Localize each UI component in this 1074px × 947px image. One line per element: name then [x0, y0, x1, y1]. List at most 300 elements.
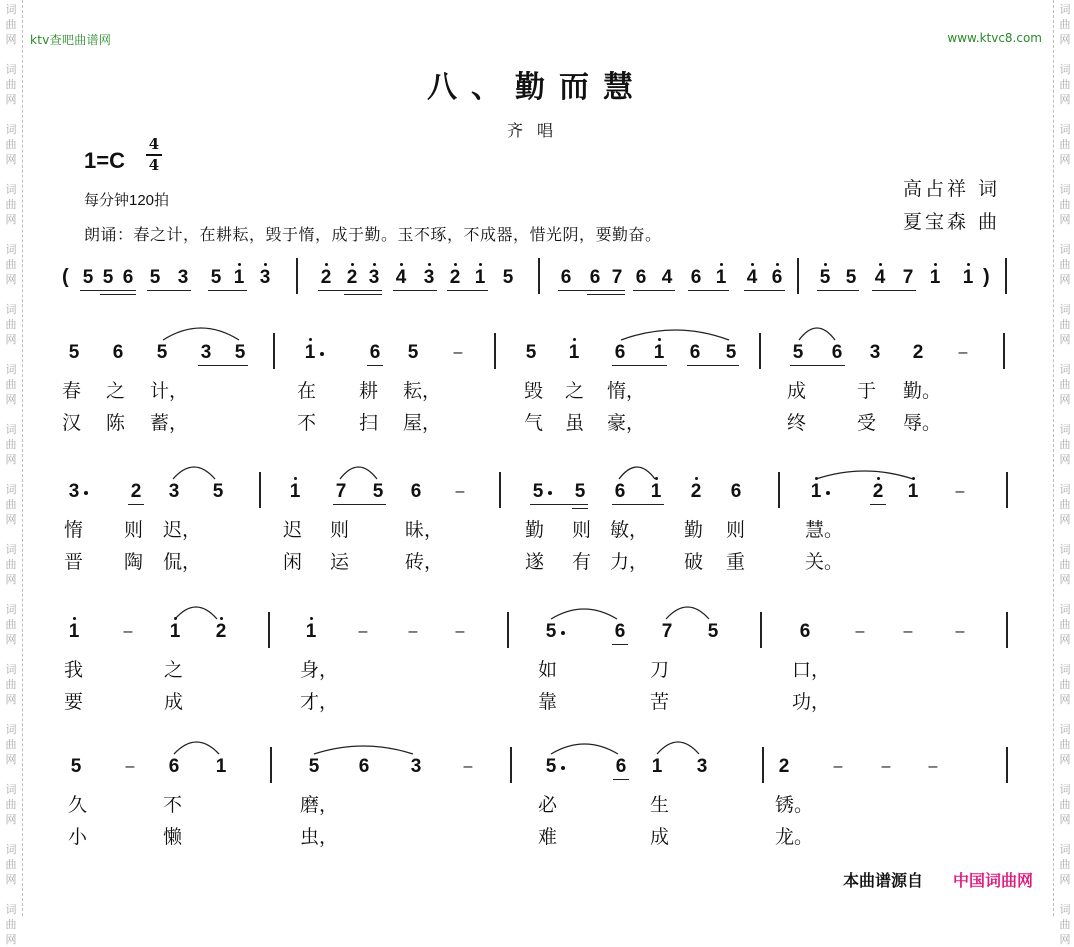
note: 5: [845, 267, 857, 288]
watermark-char: 词: [1059, 663, 1071, 676]
watermark-char: 网: [1059, 873, 1071, 886]
augmentation-dot: [320, 352, 324, 356]
high-octave-dot: [400, 263, 403, 266]
watermark-char: 网: [1059, 213, 1071, 226]
note: 5: [82, 267, 94, 288]
lyric-syllable: 必: [538, 794, 558, 816]
note: 5: [68, 342, 80, 363]
bar-line: [270, 747, 272, 783]
lyric-syllable: 慧。: [805, 519, 844, 541]
watermark-char: 词: [5, 903, 17, 916]
watermark-char: 网: [5, 393, 17, 406]
bar-line: [259, 472, 261, 508]
watermark-char: 词: [5, 723, 17, 736]
open-parenthesis: (: [62, 266, 69, 288]
watermark-char: 词: [5, 123, 17, 136]
note: 6: [614, 481, 626, 502]
note: 6: [771, 267, 783, 288]
bar-line: [538, 258, 540, 294]
watermark-char: 曲: [1059, 138, 1071, 151]
bar-line: [296, 258, 298, 294]
note: 6: [589, 267, 601, 288]
note: 3: [177, 267, 189, 288]
note: 1: [304, 342, 316, 363]
lyric-syllable: 豪，: [607, 412, 646, 434]
watermark-char: 词: [1059, 723, 1071, 736]
key-signature: 1=C: [84, 148, 125, 173]
bar-line: [268, 612, 270, 648]
lyric-syllable: 成: [650, 826, 670, 848]
watermark-char: 曲: [1059, 798, 1071, 811]
watermark-char: 网: [5, 213, 17, 226]
watermark-char: 词: [1059, 183, 1071, 196]
composer-credit: 夏宝森 曲: [903, 211, 1001, 233]
watermark-char: 词: [5, 603, 17, 616]
high-octave-dot: [720, 263, 723, 266]
note: 6: [614, 342, 626, 363]
slur-arc: [173, 739, 220, 755]
watermark-char: 网: [1059, 393, 1071, 406]
high-octave-dot: [454, 263, 457, 266]
note: 5: [210, 267, 222, 288]
slur-arc: [665, 604, 710, 620]
watermark-char: 词: [5, 483, 17, 496]
note: 2: [872, 481, 884, 502]
note: 7: [661, 621, 673, 642]
watermark-char: 网: [1059, 933, 1071, 946]
duration-underline: [333, 504, 386, 505]
note: 7: [611, 267, 623, 288]
high-octave-dot: [238, 263, 241, 266]
high-octave-dot: [879, 263, 882, 266]
lyric-syllable: 遂: [525, 551, 545, 573]
watermark-char: 网: [5, 933, 17, 946]
lyric-syllable: 小: [68, 826, 88, 848]
note: 5: [819, 267, 831, 288]
watermark-char: 曲: [1059, 918, 1071, 931]
note: 2: [215, 621, 227, 642]
close-parenthesis: ): [983, 266, 990, 288]
duration-underline: [318, 290, 382, 291]
lyric-syllable: 如: [538, 659, 558, 681]
watermark-char: 网: [1059, 813, 1071, 826]
watermark-char: 曲: [1059, 498, 1071, 511]
lyric-syllable: 惰: [64, 519, 84, 541]
watermark-char: 词: [5, 843, 17, 856]
note: 2: [346, 267, 358, 288]
watermark-char: 词: [1059, 363, 1071, 376]
note: 5: [502, 267, 514, 288]
duration-underline: [572, 508, 588, 509]
watermark-char: 曲: [5, 678, 17, 691]
note: 1: [653, 342, 665, 363]
time-signature-top: 4: [148, 135, 160, 153]
lyric-syllable: 砖，: [405, 551, 444, 573]
watermark-char: 曲: [1059, 858, 1071, 871]
duration-underline: [688, 290, 729, 291]
duration-underline: [633, 290, 675, 291]
duration-underline: [872, 290, 916, 291]
high-octave-dot: [309, 338, 312, 341]
lyric-syllable: 力，: [610, 551, 649, 573]
watermark-char: 网: [1059, 93, 1071, 106]
note: 1: [650, 481, 662, 502]
lyric-syllable: 生: [650, 794, 670, 816]
augmentation-dot: [84, 491, 88, 495]
note: 5: [407, 342, 419, 363]
note: 5: [545, 621, 557, 642]
slur-arc: [172, 464, 216, 480]
sustain-dash: –: [455, 623, 465, 640]
sustain-dash: –: [833, 758, 843, 775]
watermark-char: 词: [5, 243, 17, 256]
slur-arc: [162, 325, 240, 341]
bar-line: [499, 472, 501, 508]
bar-line: [760, 612, 762, 648]
note: 1: [169, 621, 181, 642]
sustain-dash: –: [125, 758, 135, 775]
site-label-left: ktv查吧曲谱网: [30, 33, 112, 47]
slur-arc: [550, 741, 619, 755]
lyric-syllable: 于: [857, 380, 877, 402]
lyric-syllable: 之: [106, 380, 126, 402]
sustain-dash: –: [928, 758, 938, 775]
watermark-char: 网: [5, 753, 17, 766]
lyric-syllable: 迟: [283, 519, 303, 541]
lyric-syllable: 耕: [359, 380, 379, 402]
note: 6: [358, 756, 370, 777]
watermark-char: 网: [1059, 633, 1071, 646]
note: 6: [410, 481, 422, 502]
note: 6: [689, 342, 701, 363]
watermark-char: 词: [1059, 783, 1071, 796]
watermark-char: 词: [5, 63, 17, 76]
lyric-syllable: 懒: [163, 826, 183, 848]
lyric-syllable: 屋，: [403, 412, 442, 434]
lyric-syllable: 不: [163, 794, 183, 816]
lyric-syllable: 则: [124, 519, 144, 541]
duration-underline: [612, 644, 628, 645]
watermark-char: 曲: [5, 558, 17, 571]
high-octave-dot: [373, 263, 376, 266]
duration-underline: [790, 365, 845, 366]
slur-arc: [174, 604, 218, 620]
bar-line: [762, 747, 764, 783]
watermark-char: 网: [5, 873, 17, 886]
note: 5: [574, 481, 586, 502]
watermark-char: 曲: [5, 78, 17, 91]
high-octave-dot: [264, 263, 267, 266]
lyric-syllable: 才，: [300, 691, 339, 713]
sustain-dash: –: [881, 758, 891, 775]
slur-arc: [618, 464, 656, 480]
watermark-char: 词: [1059, 63, 1071, 76]
duration-underline: [687, 365, 739, 366]
lyric-syllable: 靠: [538, 691, 558, 713]
lyric-syllable: 龙。: [775, 826, 814, 848]
duration-underline: [530, 504, 588, 505]
sustain-dash: –: [358, 623, 368, 640]
source-brand-link[interactable]: 中国词曲网: [953, 871, 1034, 890]
note: 1: [305, 621, 317, 642]
watermark-char: 网: [5, 633, 17, 646]
watermark-char: 曲: [5, 438, 17, 451]
bar-line: [1003, 333, 1005, 369]
lyric-syllable: 成: [164, 691, 184, 713]
watermark-char: 词: [5, 183, 17, 196]
duration-underline: [208, 290, 247, 291]
slur-arc: [620, 327, 730, 341]
watermark-char: 曲: [1059, 378, 1071, 391]
watermark-char: 网: [5, 33, 17, 46]
duration-underline: [198, 365, 248, 366]
watermark-char: 曲: [1059, 678, 1071, 691]
note: 5: [149, 267, 161, 288]
note: 3: [696, 756, 708, 777]
watermark-char: 词: [1059, 543, 1071, 556]
watermark-char: 曲: [1059, 258, 1071, 271]
note: 6: [730, 481, 742, 502]
note: 2: [690, 481, 702, 502]
watermark-char: 曲: [5, 378, 17, 391]
note: 5: [707, 621, 719, 642]
duration-underline: [612, 504, 664, 505]
lyric-syllable: 终: [787, 412, 807, 434]
watermark-char: 网: [1059, 753, 1071, 766]
note: 3: [423, 267, 435, 288]
duration-underline: [447, 290, 488, 291]
lyric-syllable: 虽: [565, 412, 585, 434]
bar-line: [1006, 747, 1008, 783]
note: 3: [200, 342, 212, 363]
lyric-syllable: 刀: [650, 659, 670, 681]
watermark-char: 曲: [5, 318, 17, 331]
lyric-syllable: 难: [538, 826, 558, 848]
note: 1: [907, 481, 919, 502]
note: 4: [395, 267, 407, 288]
bar-line: [494, 333, 496, 369]
augmentation-dot: [561, 766, 565, 770]
bar-line: [273, 333, 275, 369]
lyric-syllable: 在: [297, 380, 317, 402]
lyric-syllable: 口，: [792, 659, 831, 681]
watermark-char: 网: [1059, 33, 1071, 46]
note: 6: [168, 756, 180, 777]
watermark-char: 网: [1059, 453, 1071, 466]
lyric-syllable: 春: [62, 380, 82, 402]
lyric-syllable: 晋: [64, 551, 84, 573]
lyric-syllable: 我: [64, 659, 84, 681]
lyric-syllable: 勤。: [903, 380, 942, 402]
watermark-char: 网: [5, 453, 17, 466]
note: 6: [369, 342, 381, 363]
watermark-char: 网: [1059, 513, 1071, 526]
watermark-char: 词: [5, 303, 17, 316]
note: 4: [661, 267, 673, 288]
note: 6: [799, 621, 811, 642]
lyric-syllable: 毁: [524, 380, 544, 402]
note: 6: [690, 267, 702, 288]
high-octave-dot: [325, 263, 328, 266]
note: 1: [233, 267, 245, 288]
note: 1: [289, 481, 301, 502]
note: 1: [962, 267, 974, 288]
note: 2: [912, 342, 924, 363]
lyric-syllable: 不: [297, 412, 317, 434]
note: 2: [320, 267, 332, 288]
watermark-char: 曲: [5, 918, 17, 931]
high-octave-dot: [294, 477, 297, 480]
watermark-char: 网: [5, 93, 17, 106]
high-octave-dot: [351, 263, 354, 266]
note: 1: [68, 621, 80, 642]
note: 6: [560, 267, 572, 288]
watermark-char: 网: [5, 273, 17, 286]
note: 1: [651, 756, 663, 777]
lyric-syllable: 昧，: [405, 519, 444, 541]
watermark-char: 词: [5, 783, 17, 796]
lyric-syllable: 运: [330, 551, 350, 573]
lyric-syllable: 虫，: [300, 826, 339, 848]
note: 5: [212, 481, 224, 502]
site-url-right: www.ktvc8.com: [947, 31, 1042, 45]
augmentation-dot: [548, 491, 552, 495]
high-octave-dot: [310, 617, 313, 620]
note: 1: [568, 342, 580, 363]
duration-underline: [80, 290, 136, 291]
watermark-char: 曲: [5, 138, 17, 151]
note: 3: [168, 481, 180, 502]
sustain-dash: –: [408, 623, 418, 640]
watermark-char: 曲: [1059, 438, 1071, 451]
note: 3: [368, 267, 380, 288]
lyric-syllable: 计，: [150, 380, 189, 402]
note: 4: [746, 267, 758, 288]
watermark-char: 网: [5, 573, 17, 586]
watermark-char: 曲: [1059, 198, 1071, 211]
high-octave-dot: [428, 263, 431, 266]
duration-underline: [587, 294, 625, 295]
sustain-dash: –: [453, 344, 463, 361]
note: 7: [902, 267, 914, 288]
lyric-syllable: 辱。: [903, 412, 942, 434]
time-signature-bottom: 4: [148, 156, 160, 174]
watermark-char: 曲: [5, 618, 17, 631]
lyric-syllable: 陶: [124, 551, 144, 573]
note: 1: [215, 756, 227, 777]
lyric-syllable: 锈。: [775, 794, 814, 816]
watermark-char: 网: [5, 153, 17, 166]
source-label: 本曲谱源自: [843, 871, 924, 890]
high-octave-dot: [73, 617, 76, 620]
lyric-syllable: 则: [330, 519, 350, 541]
watermark-char: 词: [5, 3, 17, 16]
bar-line: [1006, 612, 1008, 648]
watermark-char: 词: [1059, 303, 1071, 316]
watermark-char: 词: [1059, 843, 1071, 856]
note: 7: [335, 481, 347, 502]
lyric-syllable: 侃，: [163, 551, 202, 573]
duration-underline: [870, 504, 886, 505]
lyric-syllable: 身，: [300, 659, 339, 681]
lyric-syllable: 功，: [792, 691, 831, 713]
bar-line: [1005, 258, 1007, 294]
duration-underline: [100, 294, 136, 295]
lyricist-credit: 高占祥 词: [903, 178, 1001, 200]
lyric-syllable: 苦: [650, 691, 670, 713]
lyric-syllable: 之: [565, 380, 585, 402]
lyric-syllable: 则: [572, 519, 592, 541]
slur-arc: [339, 464, 378, 480]
duration-underline: [393, 290, 437, 291]
lyric-syllable: 关。: [805, 551, 844, 573]
sustain-dash: –: [955, 623, 965, 640]
note: 2: [449, 267, 461, 288]
note: 2: [130, 481, 142, 502]
watermark-char: 曲: [5, 858, 17, 871]
watermark-char: 网: [1059, 573, 1071, 586]
lyric-syllable: 闲: [283, 551, 303, 573]
duration-underline: [558, 290, 625, 291]
high-octave-dot: [934, 263, 937, 266]
watermark-char: 词: [5, 543, 17, 556]
bar-line: [797, 258, 799, 294]
watermark-char: 曲: [1059, 618, 1071, 631]
slur-arc: [815, 468, 914, 480]
high-octave-dot: [824, 263, 827, 266]
watermark-char: 词: [1059, 243, 1071, 256]
lyric-syllable: 有: [572, 551, 592, 573]
note: 5: [70, 756, 82, 777]
lyric-syllable: 受: [857, 412, 877, 434]
watermark-char: 词: [5, 363, 17, 376]
sustain-dash: –: [903, 623, 913, 640]
sustain-dash: –: [855, 623, 865, 640]
lyric-syllable: 则: [726, 519, 746, 541]
high-octave-dot: [573, 338, 576, 341]
slur-arc: [656, 739, 700, 755]
sustain-dash: –: [463, 758, 473, 775]
watermark-char: 曲: [1059, 78, 1071, 91]
bar-line: [778, 472, 780, 508]
watermark-char: 词: [1059, 3, 1071, 16]
note: 1: [929, 267, 941, 288]
watermark-char: 曲: [1059, 18, 1071, 31]
note: 3: [869, 342, 881, 363]
watermark-char: 曲: [1059, 738, 1071, 751]
watermark-char: 词: [1059, 603, 1071, 616]
note: 5: [532, 481, 544, 502]
watermark-char: 词: [1059, 903, 1071, 916]
lyric-syllable: 蓄，: [150, 412, 189, 434]
sustain-dash: –: [123, 623, 133, 640]
sustain-dash: –: [958, 344, 968, 361]
watermark-char: 网: [5, 333, 17, 346]
watermark-char: 词: [1059, 423, 1071, 436]
watermark-char: 网: [1059, 273, 1071, 286]
lyric-syllable: 陈: [106, 412, 126, 434]
recitation-text: 朗诵：春之计，在耕耘，毁于惰，成于勤。玉不琢，不成器，惜光阴，要勤奋。: [84, 225, 662, 244]
note: 5: [156, 342, 168, 363]
lyric-syllable: 迟，: [163, 519, 202, 541]
watermark-char: 曲: [5, 198, 17, 211]
duration-underline: [613, 779, 629, 780]
note: 5: [102, 267, 114, 288]
note: 5: [792, 342, 804, 363]
high-octave-dot: [776, 263, 779, 266]
slur-arc: [550, 606, 618, 620]
duration-underline: [128, 504, 144, 505]
